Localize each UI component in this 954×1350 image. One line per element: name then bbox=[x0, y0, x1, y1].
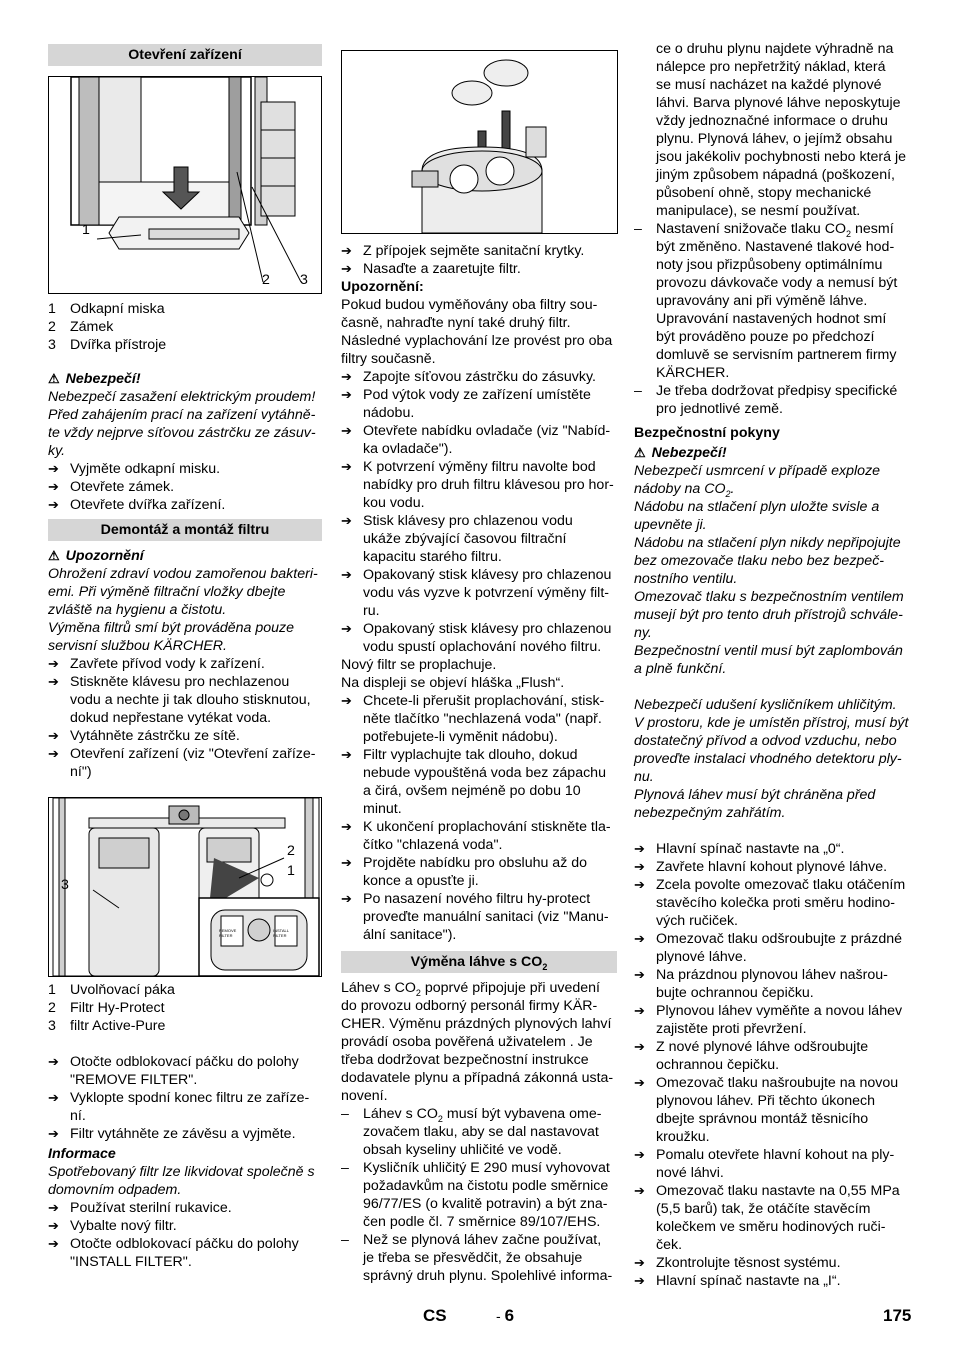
step-item: ➔ Projděte nabídku pro obsluhu až do konce a opusťte ji. bbox=[341, 855, 588, 889]
step-item: ➔ Otevřete nabídku ovladače (viz "Nabíd- ka ovladače"). bbox=[341, 423, 611, 457]
step-item: ➔ Otevřete zámek. bbox=[48, 479, 175, 495]
co2-intro: Láhev s $CO_2$ poprvé připojuje při uvedení do provozu odborný personál firmy KÄR- CHER. Výměnu prázdných plynových lahví provádí osoba pověřená uživatelem . Je třeba dodržovat bezpečnostní instrukce dodavatele plynu a případná zákonná usta- novení. bbox=[341, 980, 614, 1104]
step-item: ➔ Otočte odblokovací páčku do polohy "REMOVE FILTER". bbox=[48, 1054, 299, 1088]
column-1 bbox=[48, 44, 322, 1271]
legend-filters bbox=[48, 981, 322, 1035]
rinse-status-text: Nový filtr se proplachuje. Na displeji se objeví hláška „Flush“. bbox=[341, 657, 565, 691]
legend-item: 2 Filtr Hy-Protect bbox=[48, 1000, 165, 1016]
arrow-right-icon: ➔ bbox=[341, 747, 352, 762]
danger-heading: ⚠ Nebezpečí! bbox=[48, 371, 141, 387]
arrow-right-icon: ➔ bbox=[48, 497, 59, 512]
arrow-right-icon: ➔ bbox=[634, 1273, 645, 1288]
step-item: ➔ Z nové plynové láhve odšroubujte ochrannou čepičku. bbox=[634, 1039, 869, 1073]
section-heading-open-device: Otevření zařízení bbox=[48, 44, 322, 66]
arrow-right-icon: ➔ bbox=[341, 513, 352, 528]
step-item: ➔ Vyklopte spodní konec filtru ze zaříze- ní. bbox=[48, 1090, 310, 1124]
language-code: CS bbox=[423, 1306, 447, 1325]
step-item: ➔ Omezovač tlaku nastavte na 0,55 MPa (5,5 barů) tak, že otáčíte stavěcím kolečkem ve směru hodinových ruči- ček. bbox=[634, 1183, 900, 1253]
arrow-right-icon: ➔ bbox=[48, 656, 59, 671]
arrow-right-icon: ➔ bbox=[341, 693, 352, 708]
arrow-right-icon: ➔ bbox=[634, 1183, 645, 1198]
arrow-right-icon: ➔ bbox=[341, 855, 352, 870]
warning-triangle-icon: ⚠ bbox=[48, 371, 60, 386]
remove-filter-label: REMOVE FILTER bbox=[219, 928, 237, 938]
arrow-right-icon: ➔ bbox=[48, 674, 59, 689]
step-item: ➔ Pod výtok vody ze zařízení umístěte nádobu. bbox=[341, 387, 591, 421]
steps-open-device bbox=[48, 460, 322, 514]
arrow-right-icon: ➔ bbox=[634, 1075, 645, 1090]
arrow-right-icon: ➔ bbox=[48, 1090, 59, 1105]
arrow-right-icon: ➔ bbox=[341, 891, 352, 906]
step-item: ➔ Používat sterilní rukavice. bbox=[48, 1200, 232, 1216]
arrow-right-icon: ➔ bbox=[341, 459, 352, 474]
step-item: ➔ K ukončení proplachování stiskněte tla- čítko "chlazená voda". bbox=[341, 819, 611, 853]
steps-co2-change bbox=[634, 840, 910, 1290]
steps-filter-new bbox=[48, 1199, 322, 1271]
step-item: ➔ Otočte odblokovací páčku do polohy "INSTALL FILTER". bbox=[48, 1236, 299, 1270]
info-heading: Informace bbox=[48, 1146, 116, 1162]
step-item: ➔ Vybalte nový filtr. bbox=[48, 1218, 177, 1234]
safety-heading: Bezpečnostní pokyny bbox=[634, 425, 780, 441]
step-item: ➔ Stisk klávesy pro chlazenou vodu ukáže zbývající časovou filtrační kapacitu starého filtru. bbox=[341, 513, 573, 565]
step-item: ➔ Otevřete dvířka zařízení. bbox=[48, 497, 226, 513]
steps-caps bbox=[341, 242, 617, 278]
section-heading-co2: Výměna láhve s $CO_2$ bbox=[341, 951, 617, 973]
dash-item: – Nastavení snižovače tlaku $CO_2$ nesmí být změněno. Nastavené tlakové hod- noty jsou přizpůsobeny optimálnímu provozu dávkovače vody a nemusí být upravovány ani při výměně láhve. Upravování nastavených hodnot smí být prováděno pouze po předchozí domluvě se servisním partnerem firmy KÄRCHER. bbox=[634, 221, 898, 381]
step-item: ➔ Otevření zařízení (viz "Otevření zaříze- ní") bbox=[48, 746, 316, 780]
arrow-right-icon: ➔ bbox=[48, 1236, 59, 1251]
arrow-right-icon: ➔ bbox=[341, 567, 352, 582]
arrow-right-icon: ➔ bbox=[341, 423, 352, 438]
danger-text: Nebezpečí zasažení elektrickým proudem! Před zahájením prací na zařízení vytáhně- te vždy nejprve síťovou zástrčku ze zásuv- ky. bbox=[48, 389, 316, 459]
step-item: ➔ Po nasazení nového filtru hy-protect proveďte manuální sanitaci (viz "Manu- ální sanitace"). bbox=[341, 891, 609, 943]
step-item: ➔ Hlavní spínač nastavte na „0“. bbox=[634, 841, 845, 857]
legend-item: 3 filtr Active-Pure bbox=[48, 1018, 166, 1034]
arrow-right-icon: ➔ bbox=[48, 746, 59, 761]
arrow-right-icon: ➔ bbox=[634, 1147, 645, 1162]
step-item: ➔ Opakovaný stisk klávesy pro chlazenou vodu vás vyzve k potvrzení výměny filt- ru. bbox=[341, 567, 612, 619]
danger-heading: ⚠ Nebezpečí! bbox=[634, 445, 727, 461]
figure-open-device bbox=[48, 76, 322, 294]
dash-item: – Láhev s $CO_2$ musí být vybavena ome- zovačem tlaku, aby se dal nastavovat obsah kyseliny uhličité ve vodě. bbox=[341, 1106, 602, 1158]
caution-text: Ohrožení zdraví vodou zamořenou bakteri- emi. Při výměně filtrační vložky dbejte zvláště na hygienu a čistotu. Výměna filtrů smí být prováděna pouze servisní službou KÄRCHER. bbox=[48, 566, 318, 654]
dash-item: – Kysličník uhličitý E 290 musí vyhovovat požadavkům na čistotu podle směrnice 96/77/ES (o kvalitě potravin) a být zna- čen podle čl. 7 směrnice 89/107/EHS. bbox=[341, 1160, 610, 1230]
figure-label-1: 1 bbox=[82, 222, 90, 238]
figure-label-3: 3 bbox=[300, 272, 308, 288]
steps-filter-prep bbox=[48, 655, 322, 781]
arrow-right-icon: ➔ bbox=[341, 261, 352, 276]
open-device-illustration bbox=[49, 77, 322, 293]
arrow-right-icon: ➔ bbox=[48, 461, 59, 476]
note-heading: Upozornění: bbox=[341, 279, 424, 295]
step-item: ➔ Pomalu otevřete hlavní kohout na ply- nové láhvi. bbox=[634, 1147, 895, 1181]
step-item: ➔ Chcete-li přerušit proplachování, stisk- něte tlačítko "nechlazená voda" (např. potřebujete-li vyměnit nádobu). bbox=[341, 693, 605, 745]
arrow-right-icon: ➔ bbox=[634, 877, 645, 892]
step-item: ➔ Stiskněte klávesu pro nechlazenou vodu a nechte ji tak dlouho stisknutou, dokud nepřestane vytékat voda. bbox=[48, 674, 311, 726]
steps-rinse bbox=[341, 368, 617, 656]
legend-item: 3 Dvířka přístroje bbox=[48, 337, 167, 353]
dash-item: – Než se plynová láhev začne používat, je třeba se přesvědčit, že obsahuje správný druh plynu. Spolehlivé informa- bbox=[341, 1232, 613, 1284]
caution-heading: ⚠ Upozornění bbox=[48, 548, 144, 564]
arrow-right-icon: ➔ bbox=[48, 1218, 59, 1233]
step-item: ➔ Omezovač tlaku našroubujte na novou plynovou láhev. Při těchto úkonech dbejte správnou montáž těsnicího kroužku. bbox=[634, 1075, 899, 1145]
danger-text: Nebezpečí usmrcení v případě exploze nádoby na $CO_2$. Nádobu na stlačení plyn uložte svisle a upevněte ji. Nádobu na stlačení plyn nikdy nepřipojujte bez omezovače tlaku nebo bez bezpeč- nostního ventilu. Omezovač tlaku s bezpečnostním ventilem musejí být pro tento druh přístrojů schvále- ny. Bezpečnostní ventil musí být zaplombován a plně funkční. Nebezpečí udušení kysličníkem uhličitým. V prostoru, kde je umístěn přístroj, musí být dostatečný přívod a odvod vzduchu, nebo proveďte instalaci vhodného detektoru ply- nu. Plynová láhev musí být chráněna před nebezpečným zahřátím. bbox=[634, 463, 909, 821]
legend-item: 1 Uvolňovací páka bbox=[48, 982, 175, 998]
co2-continuation: ce o druhu plynu najdete výhradně na nálepce pro nepřetržitý náklad, která se musí nacházet na každé plynové láhvi. Barva plynové láhve neposkytuje vždy jednoznačné informace o druhu plynu. Plynová láhev, o jejímž obsahu jsou jakékoliv pochybnosti nebo která je jiným způsobem nápadná (poškození, působení ohně, stopy mechanické manipulace), se nesmí používat. bbox=[656, 41, 907, 219]
step-item: ➔ Vyjměte odkapní misku. bbox=[48, 461, 221, 477]
arrow-right-icon: ➔ bbox=[48, 1054, 59, 1069]
arrow-right-icon: ➔ bbox=[341, 369, 352, 384]
info-text: Spotřebovaný filtr lze likvidovat společně s domovním odpadem. bbox=[48, 1164, 315, 1198]
arrow-right-icon: ➔ bbox=[634, 841, 645, 856]
column-3 bbox=[634, 40, 910, 1290]
arrow-right-icon: ➔ bbox=[341, 387, 352, 402]
legend-item: 1 Odkapní miska bbox=[48, 301, 165, 317]
arrow-right-icon: ➔ bbox=[48, 1126, 59, 1141]
legend-item: 2 Zámek bbox=[48, 319, 114, 335]
step-item: ➔ Zcela povolte omezovač tlaku otáčením stavěcího kolečka proti směru hodino- vých ručiček. bbox=[634, 877, 906, 929]
dash-item: – Je třeba dodržovat předpisy specifické pro jednotlivé země. bbox=[634, 383, 898, 417]
figure-label-1: 1 bbox=[287, 863, 295, 879]
figure-label-2: 2 bbox=[287, 843, 295, 859]
steps-rinse-end bbox=[341, 692, 617, 944]
step-item: ➔ Na prázdnou plynovou láhev našrou- bujte ochrannou čepičku. bbox=[634, 967, 888, 1001]
step-item: ➔ Zavřete přívod vody k zařízení. bbox=[48, 656, 265, 672]
step-item: ➔ Opakovaný stisk klávesy pro chlazenou vodu spustí oplachování nového filtru. bbox=[341, 621, 612, 655]
step-item: ➔ Zapojte síťovou zástrčku do zásuvky. bbox=[341, 369, 596, 385]
section-page-number: - 6 bbox=[496, 1306, 515, 1325]
arrow-right-icon: ➔ bbox=[341, 621, 352, 636]
arrow-right-icon: ➔ bbox=[634, 859, 645, 874]
arrow-right-icon: ➔ bbox=[634, 931, 645, 946]
arrow-right-icon: ➔ bbox=[48, 1200, 59, 1215]
figure-label-2: 2 bbox=[262, 272, 270, 288]
co2-requirements bbox=[341, 1105, 617, 1285]
figure-label-3: 3 bbox=[61, 877, 69, 893]
figure-sanitary-caps bbox=[341, 50, 618, 234]
step-item: ➔ Plynovou láhev vyměňte a novou láhev zajistěte proti převržení. bbox=[634, 1003, 903, 1037]
page-number: 175 bbox=[883, 1306, 912, 1325]
step-item: ➔ Zkontrolujte těsnost systému. bbox=[634, 1255, 841, 1271]
arrow-right-icon: ➔ bbox=[341, 819, 352, 834]
steps-filter-remove bbox=[48, 1053, 322, 1143]
step-item: ➔ Z přípojek sejměte sanitační krytky. bbox=[341, 243, 585, 259]
step-item: ➔ Hlavní spínač nastavte na „I“. bbox=[634, 1273, 841, 1289]
arrow-right-icon: ➔ bbox=[634, 967, 645, 982]
arrow-right-icon: ➔ bbox=[634, 1255, 645, 1270]
arrow-right-icon: ➔ bbox=[634, 1039, 645, 1054]
step-item: ➔ Nasaďte a zaaretujte filtr. bbox=[341, 261, 521, 277]
arrow-right-icon: ➔ bbox=[48, 728, 59, 743]
step-item: ➔ Filtr vyplachujte tak dlouho, dokud nebude vypouštěná voda bez zápachu a čirá, ovšem nejméně po dobu 10 minut. bbox=[341, 747, 606, 817]
legend-open-device bbox=[48, 300, 322, 354]
section-heading-filter: Demontáž a montáž filtru bbox=[48, 519, 322, 541]
step-item: ➔ Omezovač tlaku odšroubujte z prázdné plynové láhve. bbox=[634, 931, 903, 965]
page-footer bbox=[0, 1307, 954, 1329]
step-item: ➔ Vytáhněte zástrčku ze sítě. bbox=[48, 728, 240, 744]
warning-triangle-icon: ⚠ bbox=[48, 548, 60, 563]
step-item: ➔ K potvrzení výměny filtru navolte bod nabídky pro druh filtru klávesou pro hor- kou vodu. bbox=[341, 459, 614, 511]
step-item: ➔ Zavřete hlavní kohout plynové láhve. bbox=[634, 859, 888, 875]
note-text: Pokud budou vyměňovány oba filtry sou- časně, nahraďte nyní také druhý filtr. Následné vyplachování lze provést pro oba filtry současně. bbox=[341, 297, 613, 367]
arrow-right-icon: ➔ bbox=[341, 243, 352, 258]
sanitary-caps-illustration bbox=[342, 51, 617, 233]
arrow-right-icon: ➔ bbox=[48, 479, 59, 494]
warning-triangle-icon: ⚠ bbox=[634, 445, 646, 460]
install-filter-label: INSTALL FILTER bbox=[273, 928, 289, 938]
column-2 bbox=[341, 50, 617, 1285]
figure-filters bbox=[48, 797, 322, 977]
filters-illustration bbox=[49, 798, 322, 976]
arrow-right-icon: ➔ bbox=[634, 1003, 645, 1018]
step-item: ➔ Filtr vytáhněte ze závěsu a vyjměte. bbox=[48, 1126, 296, 1142]
